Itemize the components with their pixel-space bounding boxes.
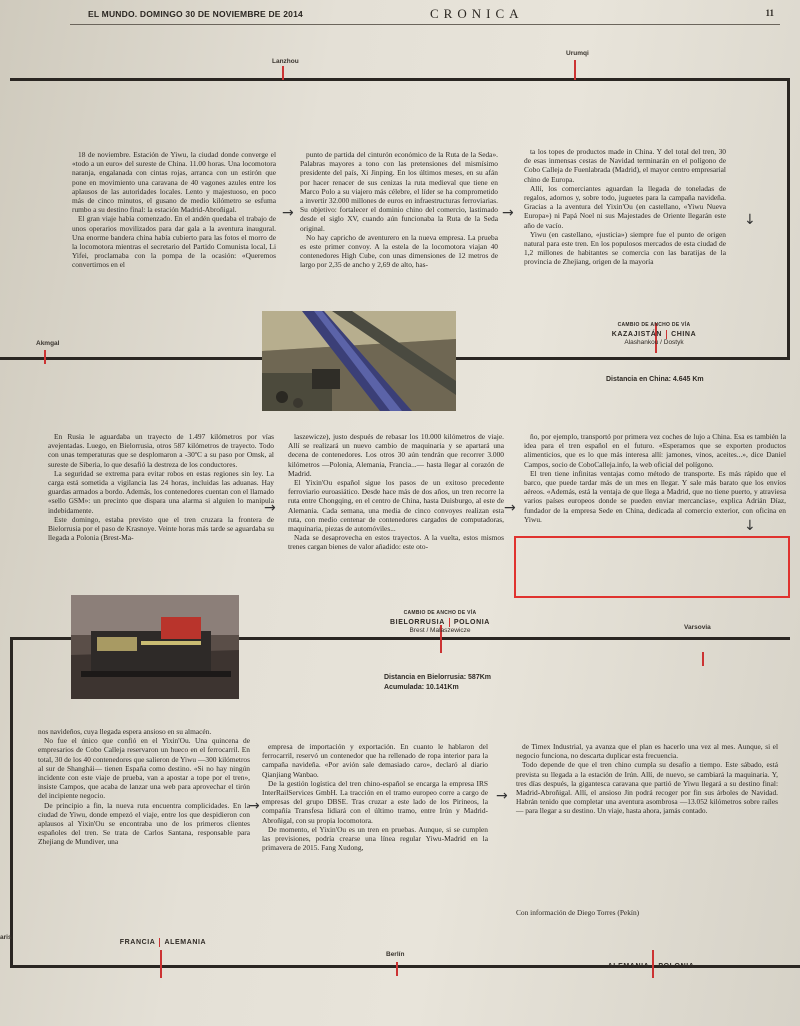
paragraph: El tren tiene infinitas ventajas como método de transporte. Es más rápido que el barco, que puede tardar más de un mes en llegar. Y sale más barato que los envíos aéreos. «Además, está la ventaja de que llega a Madrid, que no tiene puerto, y atraviesa varios países europeos donde se pueden enviar mercancías», explica Adrián Díaz, fundador de la empresa Sede en China, dedicada al comercio exterior, con oficina en Yiwu. <box>524 468 786 524</box>
article-section-3-col-2 <box>262 742 488 852</box>
border-left: ALEMANIA <box>607 963 650 971</box>
paragraph: nos navideños, cuya llegada espera ansioso en su almacén. <box>38 727 212 736</box>
credit-line: Con información de Diego Torres (Pekín) <box>516 908 640 917</box>
border-alemania-polonia <box>596 962 706 971</box>
arrow-right-icon: → <box>502 205 514 221</box>
article-section-1-col-1 <box>72 150 276 270</box>
route-rail-right-1 <box>787 78 790 360</box>
border-right: POLONIA <box>453 619 490 627</box>
arrow-right-icon: → <box>496 788 508 804</box>
city-tick <box>44 350 46 364</box>
paragraph: De la gestión logística del tren chino-español se encarga la empresa IRS InterRailServices GmbH. La tracción en el tramo europeo corre a cargo de empresas del grupo DBSE. Tras cruzar a este lado de los Pirineos, la compañía Transfesa lidiará con el último tramo, entre Irún y Madrid-Abroñigal, con su propia locomotora. <box>262 778 488 825</box>
border-left: BIELORRUSIA <box>390 619 445 627</box>
distance-acumulada: Acumulada: 10.141Km <box>384 684 459 691</box>
city-akmgal: Akmgal <box>36 340 60 347</box>
border-bielorrusia-polonia <box>378 610 502 634</box>
paragraph: En Rusia le aguardaba un trayecto de 1.497 kilómetros por vías avejentadas. Luego, en Bielorrusia, otros 587 kilómetros de trayecto. Todo con unas temperaturas que se desplomaron a -30ºC a su paso por Omsk, al sureste de Siberia, lo que desafió la destreza de los conductores. <box>48 432 274 469</box>
article-section-2-col-1 <box>48 432 274 542</box>
paragraph: punto de partida del cinturón económico de la Ruta de la Seda». Palabras mayores a tono con las pretensiones del mismísimo presidente del país, Xi Jinping. En los últimos meses, en su afán por hacer renacer de sus cenizas la ruta medieval que tiene en Marco Polo a su viajero más célebre, el líder se ha comprometido a invertir 32.000 millones de euros en infraestructuras ferroviarias. Su objetivo: fortalecer el dominio chino del comercio, lastimado desde el siglo XV, cuando aún funcionaba la Ruta de la Seda original. <box>300 150 498 233</box>
arrow-right-icon: → <box>248 798 260 814</box>
border-right: POLONIA <box>658 963 695 971</box>
distance-china: Distancia en China: 4.645 Km <box>606 376 704 383</box>
paragraph: 18 de noviembre. Estación de Yiwu, la ciudad donde converge el «todo a un euro» del sureste de China. 11.00 horas. Una locomotora naranja, engalanada con cintas rojas, arranca con un estirón que pone en movimiento una caravana de 40 vagones azules entre los aplausos de las autoridades locales. Lento y majestuoso, en poco más de cinco minutos, el gusano de medio kilómetro se esfuma rumbo a su destino final: la estación Madrid-Abroñigal. <box>72 150 276 215</box>
paragraph: Este domingo, estaba previsto que el tren cruzara la frontera de Bielorrusia por el paso de Krasnoye. Veinte horas más tarde se aguardaba su llegada a Polonia (Brest-Ma- <box>48 514 274 543</box>
border-place: Alashankou / Dostyk <box>624 339 684 346</box>
border-left: FRANCIA <box>119 939 156 947</box>
paragraph: laszewicze), justo después de rebasar los 10.000 kilómetros de viaje. Allí se realizará un nuevo cambio de maquinaria y se apartará una decena de contenedores. Los otros 30 aún tendrán que recorrer 3.000 kilómetros —Polonia, Alemania, Francia...— hasta llegar al corazón de Madrid. <box>288 432 504 478</box>
city-paris: aris <box>0 934 12 941</box>
arrow-right-icon: → <box>504 500 516 516</box>
city-lanzhou: Lanzhou <box>272 58 299 65</box>
paragraph: ta los topes de productos made in China. Y del total del tren, 30 de esas inmensas cestas de Navidad terminarán en el polígono de Cobo Calleja de Fuenlabrada (Madrid), el mayor centro empresarial chino de Europa. <box>524 147 726 184</box>
border-place: Brest / Malaszewicze <box>409 627 471 634</box>
city-urumqi: Urumqi <box>566 50 589 57</box>
border-right: ALEMANIA <box>164 939 207 947</box>
paragraph: El Yixin'Ou español sigue los pasos de un exitoso precedente ferroviario euroasiático. Desde hace más de dos años, un tren recorre la ruta entre Chongqing, en el centro de China, hasta Duisburgo, al este de Alemania. Cada semana, una media de cinco convoyes realizan esta ruta, con medio centenar de contenedores cargados de computadoras, maquinaria, piezas de automóviles... <box>288 478 504 534</box>
highlight-box <box>514 536 790 598</box>
paragraph: Nada se desaprovecha en estos trayectos. A la vuelta, estos mismos trenes cargan bienes de valor añadido: este oto- <box>288 533 504 552</box>
arrow-right-icon: → <box>282 205 294 221</box>
arrow-right-icon: → <box>264 500 276 516</box>
train-station-photo <box>262 311 456 411</box>
route-rail-left <box>10 637 13 967</box>
header-date: EL MUNDO. DOMINGO 30 DE NOVIEMBRE DE 2014 <box>88 9 303 19</box>
article-section-2-col-2 <box>288 432 504 552</box>
distance-bielorrusia-value: Distancia en Bielorrusia: 587Km <box>384 674 491 681</box>
paragraph: El gran viaje había comenzado. En el andén quedaba el trabajo de unos operarios movilizados para dar gala a la aventura inaugural. Una enorme bandera china había cubierto para las fotos el morro de la locomotora mientras el secretario del Partido Comunista local, Li Yifei, proclamaba con la pompa de la ocasión: «Queremos convertirnos en el <box>72 214 276 270</box>
arrow-down-icon: ↓ <box>744 518 756 534</box>
border-title: CAMBIO DE ANCHO DE VÍA <box>617 322 691 328</box>
paragraph: de Timex Industrial, ya avanza que el plan es hacerlo una vez al mes. Aunque, si el negocio funciona, no descarta duplicar esta frecuencia. <box>516 742 778 761</box>
locomotive-photo <box>71 595 239 699</box>
city-tick <box>702 652 704 666</box>
paragraph: La seguridad se extrema para evitar robos en estas regiones sin ley. La carga está sometida a vigilancia las 24 horas, incluidas las aduanas. Hay guardas armados a bordo. Además, los contenedores cuentan con el llamado «sello GSM»: un precinto que dispara una alarma si alguien lo manipula indebidamente. <box>48 468 274 515</box>
article-section-3-col-3 <box>516 742 778 816</box>
paragraph: Todo depende de que el tren chino cumpla su desafío a tiempo. Este sábado, está prevista su llegada a la estación de Irún. Allí, de nuevo, se cambiará la maquinaria. Y, tres días después, la gigantesca caravana que partió de Yiwu llegará a su destino final: Madrid-Abroñigal. Allí, el ansioso Jin podrá recoger por fin sus árboles de Navidad. Habrán tenido que completar una aventura asombrosa —13.052 kilómetros sobre raíles— para llegar a su destino. Un viaje, hasta ahora, jamás contado. <box>516 760 778 816</box>
article-section-2-col-3 <box>524 432 786 524</box>
paragraph: Yiwu (en castellano, «justicia») siempre fue el punto de origen natural para este tren. En los populosos mercados de esta ciudad de 1,2 millones de habitantes se comercia con las baratijas de la provincia de Zhejiang, origen de la mayoría <box>524 229 726 267</box>
city-varsovia: Varsovia <box>684 624 711 631</box>
page-header <box>70 6 780 25</box>
paragraph: Allí, los comerciantes aguardan la llegada de toneladas de regalos, adornos y, sobre todo, juguetes para la campaña navideña. Gracias a la aventura del Yixin'Ou (en castellano, «Yiwu Nueva Europa») ni Papá Noel ni sus Majestades de Oriente llegarán este año de vacío. <box>524 183 726 230</box>
paragraph: empresa de importación y exportación. En cuanto le hablaron del ferrocarril, reservó un contenedor que ha rellenado de ropa interior para la campaña navideña. «Por avión sale demasiado caro», declaró al diario Qianjiang Wanbao. <box>262 742 488 779</box>
border-left: KAZAJISTÁN <box>611 331 663 339</box>
article-section-1-col-2 <box>300 150 498 270</box>
page-number: 11 <box>765 8 774 18</box>
border-title: CAMBIO DE ANCHO DE VÍA <box>403 610 477 616</box>
border-tick <box>160 950 162 978</box>
article-section-3-col-1 <box>38 727 250 847</box>
paragraph: No hay capricho de aventurero en la nueva empresa. La prueba es este primer convoy. A la estela de la locomotora viajan 40 contenedores High Cube, con unas dimensiones de 12 metros de largo por 2,35 de ancho y 2,69 de alto, has- <box>300 232 498 270</box>
city-tick <box>282 66 284 80</box>
route-rail-top <box>10 78 790 81</box>
city-tick <box>396 962 398 976</box>
border-right: CHINA <box>671 331 697 339</box>
paragraph: De principio a fin, la nueva ruta encuentra complicidades. En la ciudad de Yiwu, donde empezó el viaje, entre los que despidieron con aplausos al Yixin'Ou se encontraba uno de los primeros clientes españoles del tren. Se trata de Carlos Santana, responsable para Zhejiang de Mundiver, una <box>38 800 250 847</box>
section-title: CRONICA <box>430 6 524 21</box>
city-tick <box>574 60 576 80</box>
article-section-1-col-3 <box>524 147 726 267</box>
arrow-down-icon: ↓ <box>744 212 756 228</box>
border-kazajistan-china <box>594 322 714 346</box>
border-francia-alemania <box>118 938 208 947</box>
paragraph: ño, por ejemplo, transportó por primera vez coches de lujo a China. Esa es también la idea para el tren español en el futuro. «Esperamos que se exporten productos alimenticios, que es lo que más interesa allí: jamones, vinos, aceites...», dice Daniel Campos, socio de CoboCalleja.info, la web oficial del polígono. <box>524 432 786 469</box>
distance-bielorrusia <box>384 673 491 693</box>
city-berlin: Berlín <box>386 951 405 958</box>
paragraph: De momento, el Yixin'Ou es un tren en pruebas. Aunque, si se cumplen las previsiones, podría crearse una línea regular Yiwu-Madrid en la primavera de 2015. Fang Xudong, <box>262 824 488 853</box>
paragraph: No fue el único que confió en el Yixin'Ou. Una quincena de empresarios de Cobo Calleja reservaron un hueco en el ferrocarril. En total, 30 de los 40 contenedores que salieron de Yiwu —300 kilómetros al sur de Shanghái— tienen España como destino. «Si no hay ningún incidente con este viaje de prueba, van a apostar a tope por el tren», insiste Campos, que acaba de lanzar una web para aprovechar el tirón del incipiente negocio. <box>38 736 250 801</box>
